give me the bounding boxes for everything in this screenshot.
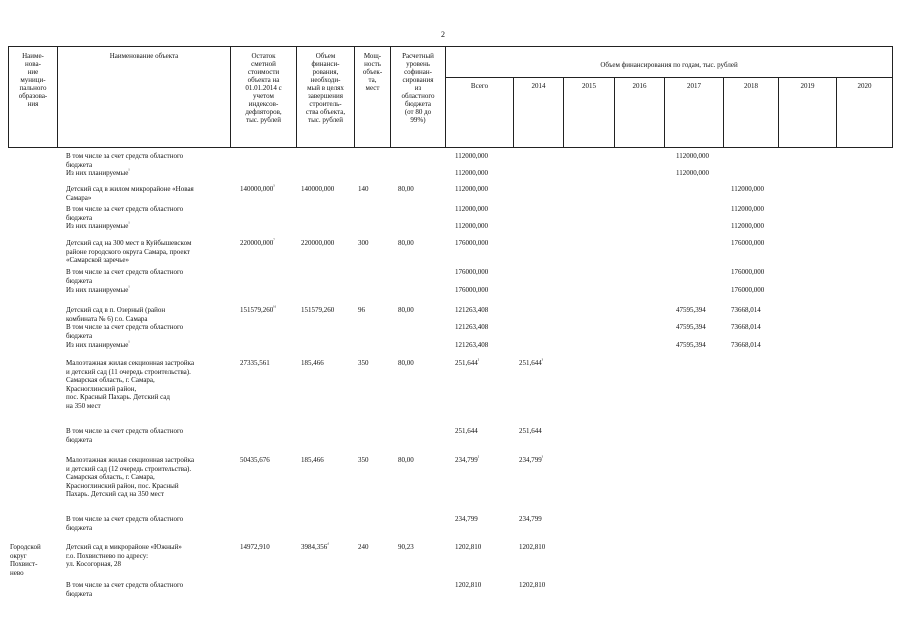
footnote-mark: ¹	[128, 220, 130, 226]
cell-total: 234,799	[455, 515, 478, 523]
cell-2018: 112000,000	[731, 222, 764, 230]
cell-2014: $251,644^{^3}$	[519, 357, 544, 367]
header-year-2017: 2017	[687, 82, 701, 90]
cell-2018: 176000,000	[731, 239, 765, 247]
cell-funding-needed: 185,466	[301, 359, 324, 367]
cell-total: 121263,408	[455, 323, 489, 331]
cell-2014: 251,644	[519, 427, 542, 435]
cell-capacity: 240	[358, 543, 369, 551]
footnote-mark: ¹	[128, 167, 130, 173]
cell-2014: 1202,810	[519, 543, 546, 551]
cell-total: 1202,810	[455, 581, 482, 589]
footnote-mark: ⁴	[327, 541, 329, 547]
cell-object-name: В том числе за счет средств областного бюджета	[66, 581, 184, 598]
footnote-mark: ²	[477, 454, 480, 460]
cell-object-name: Детский сад на 300 мест в Куйбышевском районе городского округа Самара, проект «Самарской заречье»	[66, 239, 192, 264]
cell-object-name: В том числе за счет средств областного бюджета	[66, 205, 184, 222]
cell-capacity: 140	[358, 185, 369, 193]
cell-funding-needed: 151579,260	[301, 306, 335, 314]
cell-2018: 73668,014	[731, 306, 761, 314]
footnote-mark: ¹	[128, 284, 130, 290]
header-year-2020: 2020	[857, 82, 872, 90]
cell-total: 112000,000	[455, 185, 488, 193]
cell-cofinancing: 80,00	[398, 239, 414, 247]
cell-cofinancing: 80,00	[398, 359, 414, 367]
cell-balance: 27335,561	[240, 359, 270, 367]
header-year-2014: 2014	[531, 82, 546, 90]
cell-total: 121263,408	[455, 306, 489, 314]
cell-balance: 14972,910	[240, 543, 270, 551]
header-municipality: Наиме- нова- ние муници- пального образова- ния	[18, 52, 48, 108]
cell-object-name: Из них планируемые$^{^1}$	[66, 167, 130, 177]
cell-total: $251,644^{^2}$	[455, 357, 480, 367]
cell-cofinancing: 80,00	[398, 185, 414, 193]
cell-cofinancing: 80,00	[398, 306, 414, 314]
header-year-2018: 2018	[744, 82, 758, 90]
cell-2018: 112000,000	[731, 205, 764, 213]
cell-2018: 73668,014	[731, 323, 761, 331]
footnote-mark: ¹⁶	[273, 304, 277, 310]
header-total: Всего	[470, 82, 489, 90]
cell-2017: 47595,394	[676, 323, 706, 331]
cell-funding-needed: $3984,356^{^4}$	[301, 541, 329, 551]
header-cofinancing: Расчетный уровень софинан- сирования из областного бюджета (от 80 до 99%)	[401, 52, 435, 124]
cell-object-name: Детский сад в жилом микрорайоне «Новая Самара»	[66, 185, 194, 202]
cell-2017: 47595,394	[676, 341, 706, 349]
cell-2017: 112000,000	[676, 152, 709, 160]
cell-municipality: Городской округ Похвист- нево	[10, 543, 41, 577]
cell-total: $234,799^{^2}$	[455, 454, 480, 464]
cell-total: 112000,000	[455, 152, 488, 160]
cell-object-name: В том числе за счет средств областного бюджета	[66, 427, 184, 444]
footnote-mark: ¹	[128, 339, 130, 345]
cell-balance: 50435,676	[240, 456, 270, 464]
header-year-2019: 2019	[800, 82, 815, 90]
cell-cofinancing: 80,00	[398, 456, 414, 464]
cell-object-name: Малоэтажная жилая секционная застройка и детский сад (12 очередь строительства). Самарская область, г. Самара, Красноглинский район, пос. Красный Пахарь. Детский сад на 350 мест	[66, 456, 195, 498]
cell-object-name: Из них планируемые$^{^1}$	[66, 220, 130, 230]
cell-capacity: 350	[358, 359, 369, 367]
cell-balance: $151579,260^{^{16}}$	[240, 304, 277, 314]
cell-balance: $220000,000^{^7}$	[240, 237, 275, 247]
cell-2014: 234,799	[519, 515, 542, 523]
cell-funding-needed: 220000,000	[301, 239, 335, 247]
cell-capacity: 300	[358, 239, 369, 247]
cell-total: 176000,000	[455, 239, 489, 247]
cell-balance: $140000,000^{^3}$	[240, 183, 275, 193]
header-balance: Остаток сметной стоимости объекта на 01.01.2014 с учетом индексов- дефляторов, тыс. рублей	[245, 52, 282, 124]
cell-total: 1202,810	[455, 543, 482, 551]
cell-funding-needed: 185,466	[301, 456, 324, 464]
footnote-mark: ³	[273, 183, 275, 189]
cell-object-name: Из них планируемые$^{^1}$	[66, 339, 130, 349]
header-object-name: Наименование объекта	[109, 52, 179, 60]
cell-total: 112000,000	[455, 222, 488, 230]
cell-2018: 112000,000	[731, 185, 764, 193]
cell-object-name: В том числе за счет средств областного бюджета	[66, 152, 184, 169]
cell-2018: 73668,014	[731, 341, 761, 349]
cell-2014: 1202,810	[519, 581, 546, 589]
cell-object-name: В том числе за счет средств областного бюджета	[66, 323, 184, 340]
cell-2018: 176000,000	[731, 268, 765, 276]
cell-object-name: Малоэтажная жилая секционная застройка и детский сад (11 очередь строительства). Самарская область, г. Самара, Красноглинский район, пос. Красный Пахарь. Детский сад на 350 мест	[66, 359, 195, 410]
cell-total: 251,644	[455, 427, 478, 435]
cell-object-name: Детский сад в микрорайоне «Южный» г.о. Похвистнево по адресу: ул. Косогорная, 28	[66, 543, 182, 568]
cell-total: 121263,408	[455, 341, 489, 349]
cell-2018: 176000,000	[731, 286, 765, 294]
cell-capacity: 96	[358, 306, 365, 314]
footnote-mark: ⁷	[273, 237, 275, 243]
cell-object-name: Детский сад в п. Озерный (район комбината № 6) г.о. Самара	[66, 306, 166, 323]
cell-total: 112000,000	[455, 169, 488, 177]
cell-cofinancing: 90,23	[398, 543, 414, 551]
cell-capacity: 350	[358, 456, 369, 464]
footnote-mark: ³	[541, 454, 544, 460]
header-capacity: Мощ- ность объек- та, мест	[362, 52, 383, 92]
cell-object-name: В том числе за счет средств областного бюджета	[66, 268, 184, 285]
header-by-years: Объем финансирования по годам, тыс. рублей	[600, 61, 738, 69]
cell-funding-needed: 140000,000	[301, 185, 335, 193]
cell-total: 176000,000	[455, 268, 489, 276]
cell-2014: $234,799^{^3}$	[519, 454, 544, 464]
footnote-mark: ³	[541, 357, 544, 363]
cell-total: 176000,000	[455, 286, 489, 294]
header-funding-needed: Объем финанси- рования, необходи- мый в целях завершения строитель- ства объекта, тыс. рублей	[305, 52, 346, 124]
header-year-2016: 2016	[632, 82, 647, 90]
cell-object-name: В том числе за счет средств областного бюджета	[66, 515, 184, 532]
page-number: 2	[441, 30, 445, 39]
cell-2017: 112000,000	[676, 169, 709, 177]
cell-object-name: Из них планируемые$^{^1}$	[66, 284, 130, 294]
cell-total: 112000,000	[455, 205, 488, 213]
footnote-mark: ²	[477, 357, 480, 363]
header-year-2015: 2015	[582, 82, 596, 90]
table-header	[8, 46, 893, 148]
cell-2017: 47595,394	[676, 306, 706, 314]
